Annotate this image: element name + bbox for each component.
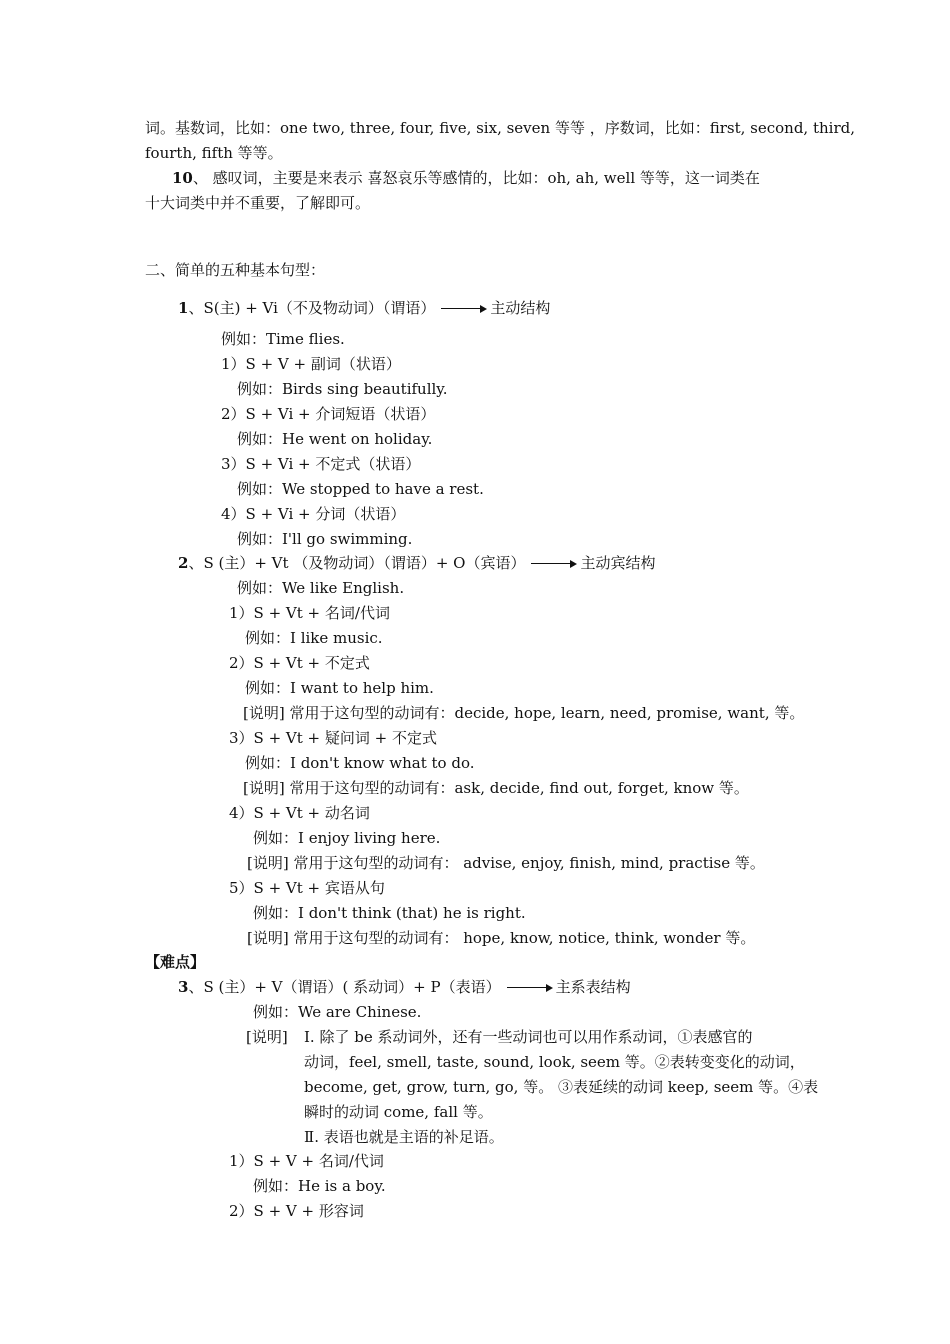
item-number: 2 (178, 554, 189, 572)
pattern-heading-3 (178, 976, 631, 998)
pattern-formula: S(主) + Vi（不及物动词）（谓语） (203, 299, 436, 317)
item-number: 10 (172, 169, 193, 187)
note-text: Ⅱ. 表语也就是主语的补足语。 (304, 1128, 504, 1146)
item-separator: 、 (188, 978, 204, 996)
example-text: 例如：He went on holiday. (237, 430, 433, 448)
example-text: 例如：Time flies. (221, 330, 345, 348)
sub-pattern: 2）S + Vi + 介词短语（状语） (221, 405, 436, 423)
pattern-name: 主系表结构 (555, 978, 631, 996)
note-text: [说明] 常用于这句型的动词有： hope, know, notice, think, wonder 等。 (247, 929, 756, 947)
sub-pattern: 4）S + Vi + 分词（状语） (221, 505, 406, 523)
pattern-name: 主动宾结构 (580, 554, 656, 572)
item-separator: 、 (188, 554, 204, 572)
text-line: 十大词类中并不重要，了解即可。 (145, 194, 371, 212)
arrow-icon (507, 983, 553, 993)
example-text: 例如：I'll go swimming. (237, 530, 413, 548)
difficulty-label: 【难点】 (145, 953, 206, 971)
note-text: [说明] 常用于这句型的动词有：ask, decide, find out, forget, know 等。 (243, 779, 749, 797)
note-label: [说明] (246, 1028, 288, 1046)
arrow-icon (531, 559, 577, 569)
pattern-name: 主动结构 (490, 299, 551, 317)
sub-pattern: 4）S + Vt + 动名词 (229, 804, 370, 822)
note-text: [说明] 常用于这句型的动词有： advise, enjoy, finish, mind, practise 等。 (247, 854, 765, 872)
note-text: 动词，feel, smell, taste, sound, look, seem 等。②表转变变化的动词， (304, 1053, 805, 1071)
note-text: become, get, grow, turn, go, 等。 ③表延续的动词 keep, seem 等。④表 (304, 1078, 819, 1096)
example-text: 例如：I like music. (245, 629, 383, 647)
sub-pattern: 1）S + Vt + 名词/代词 (229, 604, 390, 622)
item-separator: 、 (188, 299, 204, 317)
sub-pattern: 2）S + Vt + 不定式 (229, 654, 370, 672)
example-text: 例如：We stopped to have a rest. (237, 480, 484, 498)
example-text: 例如：I enjoy living here. (253, 829, 441, 847)
sub-pattern: 1）S + V + 副词（状语） (221, 355, 401, 373)
item-number: 1 (178, 299, 189, 317)
example-text: 例如：He is a boy. (253, 1177, 386, 1195)
list-item-10 (172, 167, 760, 189)
example-text: 例如：I don't know what to do. (245, 754, 475, 772)
arrow-icon (441, 304, 487, 314)
item-separator: 、 (192, 169, 208, 187)
note-text: Ⅰ. 除了 be 系动词外，还有一些动词也可以用作系动词，①表感官的 (304, 1028, 753, 1046)
pattern-heading-1 (178, 297, 550, 319)
pattern-formula: S (主）+ Vt （及物动词）（谓语）+ O（宾语） (203, 554, 526, 572)
sub-pattern: 3）S + Vt + 疑问词 + 不定式 (229, 729, 437, 747)
sub-pattern: 5）S + Vt + 宾语从句 (229, 879, 385, 897)
example-text: 例如：We are Chinese. (253, 1003, 422, 1021)
text-line: 感叹词，主要是来表示 喜怒哀乐等感情的，比如：oh, ah, well 等等，这一词类在 (212, 169, 760, 187)
note-text: 瞬时的动词 come, fall 等。 (304, 1103, 493, 1121)
example-text: 例如：I want to help him. (245, 679, 434, 697)
pattern-formula: S (主）+ V（谓语）( 系动词）+ P（表语） (203, 978, 501, 996)
example-text: 例如：I don't think (that) he is right. (253, 904, 526, 922)
text-line: fourth, fifth 等等。 (145, 144, 283, 162)
example-text: 例如：We like English. (237, 579, 405, 597)
sub-pattern: 3）S + Vi + 不定式（状语） (221, 455, 421, 473)
text-line: 词。基数词，比如：one two, three, four, five, six, seven 等等 ，序数词，比如：first, second, third, (145, 119, 855, 137)
example-text: 例如：Birds sing beautifully. (237, 380, 448, 398)
sub-pattern: 2）S + V + 形容词 (229, 1202, 364, 1220)
note-text: [说明] 常用于这句型的动词有：decide, hope, learn, need, promise, want, 等。 (243, 704, 805, 722)
item-number: 3 (178, 978, 189, 996)
section-heading: 二、简单的五种基本句型： (145, 261, 326, 279)
sub-pattern: 1）S + V + 名词/代词 (229, 1152, 384, 1170)
pattern-heading-2 (178, 552, 655, 574)
